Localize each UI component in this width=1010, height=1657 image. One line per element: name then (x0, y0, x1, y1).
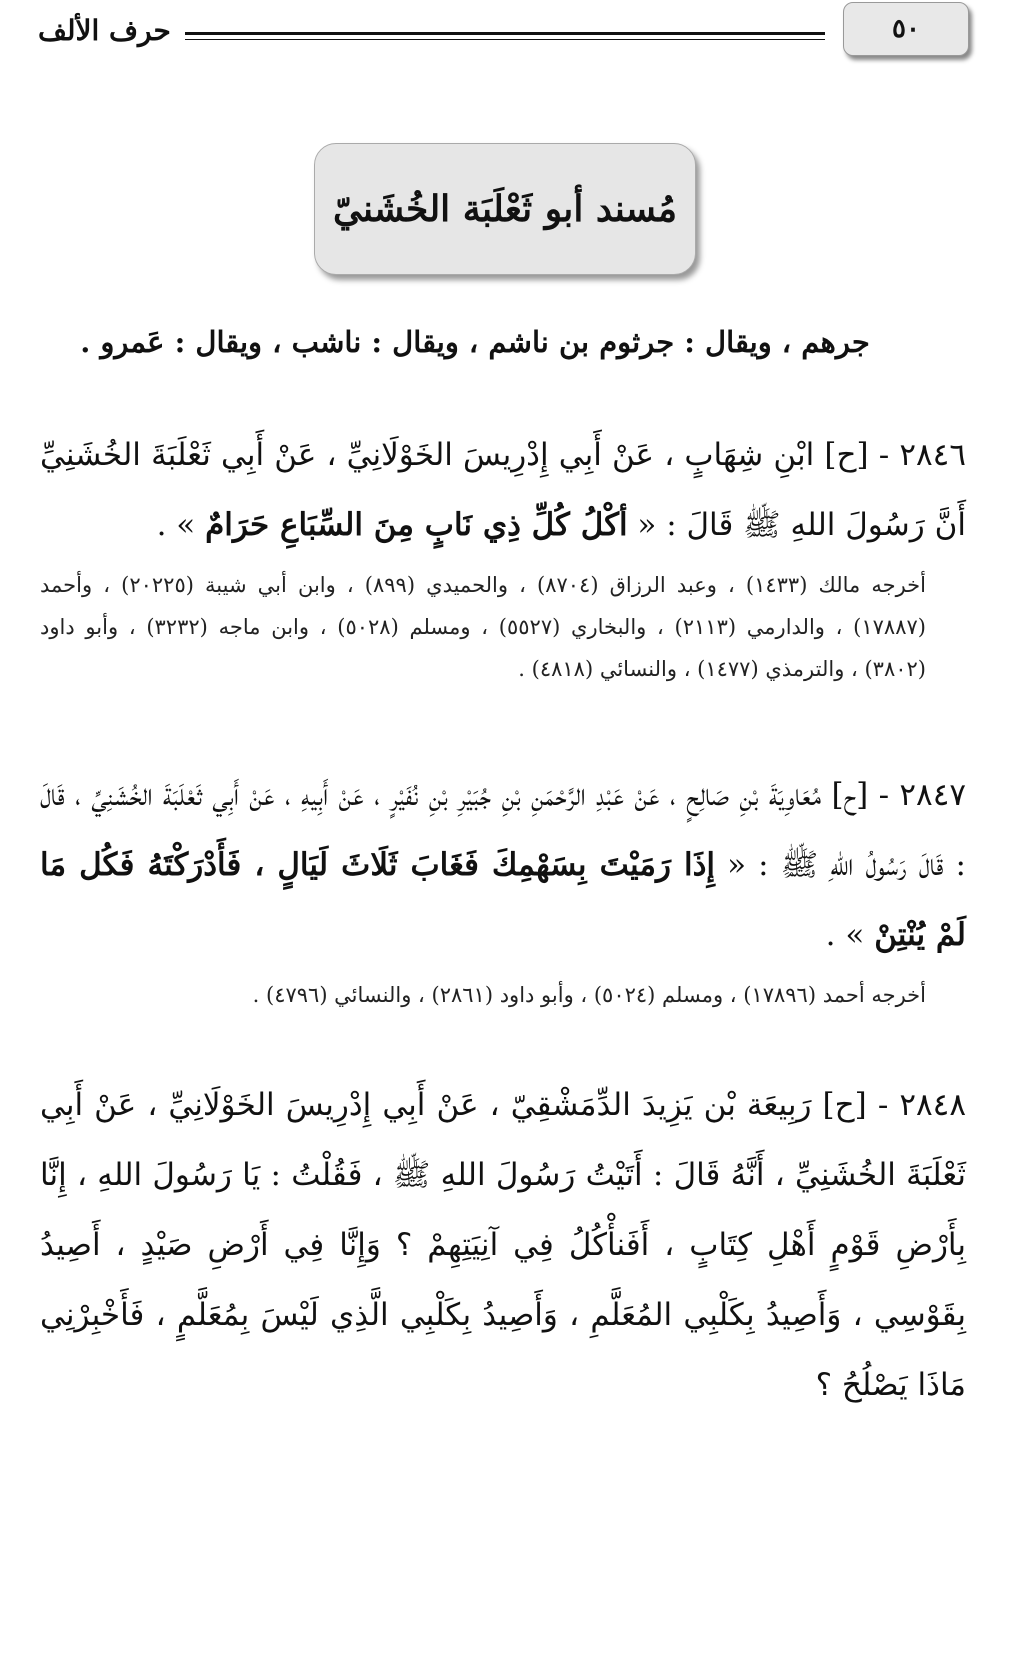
page-header (0, 0, 1010, 70)
hadith-text (40, 1070, 966, 1420)
hadith-matn: أكْلُ كُلِّ ذِي نَابٍ مِنَ السِّبَاعِ حَرَامٌ (205, 507, 628, 543)
hadith-close: » . (156, 507, 206, 543)
header-rule (185, 32, 825, 35)
takhrij-note: أخرجه أحمد (١٧٨٩٦) ، ومسلم (٥٠٢٤) ، وأبو داود (٢٨٦١) ، والنسائي (٤٧٩٦) . (252, 983, 926, 1007)
takhrij-note: أخرجه مالك (١٤٣٣) ، وعبد الرزاق (٨٧٠٤) ، والحميدي (٨٩٩) ، وابن أبي شيبة (٢٠٢٢٥) ، وأحمد (١٧٨٨٧) ، والدارمي (٢١١٣) ، والبخاري (٥٥٢٧) ، ومسلم (٥٠٢٨) ، وابن ماجه (٣٢٣٢) ، وأبو داود (٣٨٠٢) ، والترمذي (١٤٧٧) ، والنسائي (٤٨١٨) . (40, 573, 926, 681)
section-title-box (314, 143, 696, 275)
hadith-number: ٢٨٤٦ - [ح] (814, 437, 966, 473)
hadith-text (40, 420, 966, 560)
hadith-matn: إِذَا رَمَيْتَ بِسَهْمِكَ فَغَابَ ثَلَاثَ لَيَالٍ ، فَأَدْرَكْتَهُ فَكُل مَا لَمْ يُنْتِنْ (40, 847, 966, 953)
hadith-entry-2846 (40, 420, 966, 690)
hadith-isnad: ابْنِ شِهَابٍ ، عَنْ أَبِي إِدْرِيسَ الخَوْلَانِيِّ ، عَنْ أَبِي ثَعْلَبَةَ الخُشَنِيِّ أَنَّ رَسُولَ اللهِ ﷺ قَالَ : « (40, 437, 966, 543)
section-title: مُسند أبو ثَعْلَبَة الخُشَنيّ (332, 188, 678, 230)
hadith-number: ٢٨٤٧ - [ح] (821, 777, 966, 813)
hadith-text (40, 760, 966, 970)
hadith-entry-2847 (40, 760, 966, 1016)
hadith-number: ٢٨٤٨ - [ح] (811, 1087, 966, 1123)
header-rule-thin (185, 39, 825, 40)
hadith-isnad: مُعَاوِيَةَ بْنِ صَالِحٍ ، عَنْ عَبْدِ الرَّحْمَنِ بْنِ جُبَيْرِ بْنِ نُفَيْرٍ ، عَنْ أَبِيهِ ، عَنْ أَبِي ثَعْلَبَةَ الخُشَنِيِّ ، قَالَ : قَالَ رَسُولُ اللهِ ﷺ : « (40, 777, 966, 883)
hadith-isnad: رَبِيعَة بْن يَزِيدَ الدِّمَشْقِيّ ، عَنْ أَبِي إِدْرِيسَ الخَوْلَانِيِّ ، عَنْ أَبِي ثَعْلَبَةَ الخُشَنِيِّ ، أَنَّهُ قَالَ : أَتَيْتُ رَسُولَ اللهِ ﷺ ، فَقُلْتُ : يَا رَسُولَ اللهِ ، إِنَّا بِأَرْضِ قَوْمٍ أَهْلِ كِتَابٍ ، أَفَنأْكُلُ فِي آنِيَتِهِمْ ؟ وَإِنَّا فِي أَرْضِ صَيْدٍ ، أَصِيدُ بِقَوْسِي ، وَأَصِيدُ بِكَلْبِي المُعَلَّمِ ، وَأَصِيدُ بِكَلْبِي الَّذِي لَيْسَ بِمُعَلَّمٍ ، فَأَخْبِرْنِي مَاذَا يَصْلُحُ ؟ (40, 1087, 966, 1403)
hadith-entry-2848 (40, 1070, 966, 1420)
chapter-title: حرف الألف (38, 14, 171, 47)
page-number: ٥٠ (843, 2, 969, 56)
hadith-close: » . (825, 917, 875, 953)
companion-names: جرهم ، ويقال : جرثوم بن ناشم ، ويقال : ناشب ، ويقال : عَمرو . (80, 325, 870, 359)
